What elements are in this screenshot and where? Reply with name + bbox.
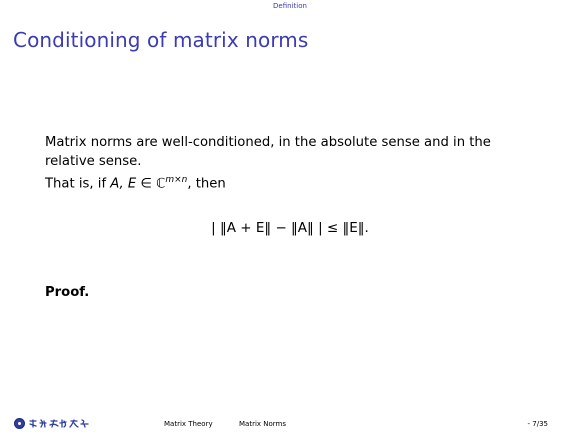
page-number: - 7/35 — [527, 420, 548, 428]
dimension-superscript: m×n — [165, 175, 188, 185]
math-vars: A, E — [110, 176, 137, 192]
display-equation: | ‖A + E‖ − ‖A‖ | ≤ ‖E‖. — [211, 220, 369, 236]
statement-line-3 — [45, 171, 550, 193]
statement-line-2: relative sense. — [45, 154, 142, 169]
proof-label: Proof. — [45, 285, 90, 300]
that-is-suffix: , then — [187, 176, 226, 192]
footer — [0, 417, 580, 431]
calligraphy-logo-icon — [28, 419, 90, 428]
footer-topic: Matrix Norms — [239, 420, 287, 428]
university-logo — [14, 417, 90, 430]
footer-course-title: Matrix Theory — [164, 420, 213, 428]
complex-set-symbol: ℂ — [156, 176, 166, 192]
statement-line-1: Matrix norms are well-conditioned, in the absolute sense and in the — [45, 135, 491, 150]
section-header: Definition — [273, 2, 307, 10]
frame-title: Conditioning of matrix norms — [13, 28, 309, 52]
seal-icon — [14, 418, 25, 429]
element-of-symbol: ∈ — [136, 176, 157, 192]
that-is-prefix: That is, if — [45, 176, 111, 192]
theorem-statement — [45, 133, 550, 193]
